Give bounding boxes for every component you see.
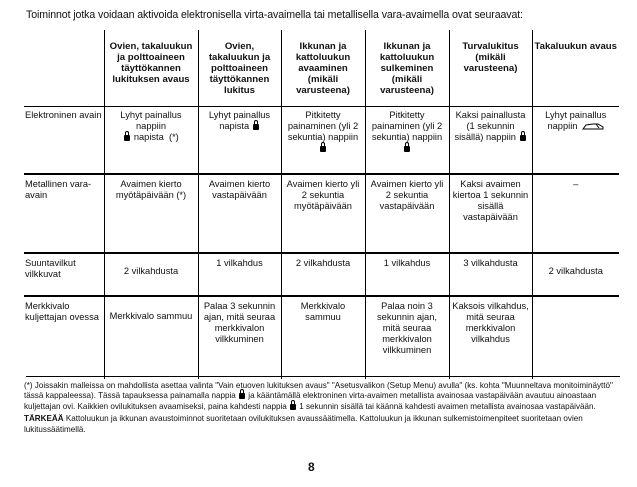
footnote-text: ja kääntämällä elektroninen virta-avaimen metallista avainosaa vastapäivään avautuu ainoastaan kuljettajan ovi. Kaikkien ovilukituksen avaamiseksi, paina kahdesti nappia bbox=[24, 391, 597, 411]
cell-metal-window-open: Avaimen kierto yli 2 sekuntia myötäpäivään bbox=[281, 174, 365, 253]
table-row bbox=[24, 174, 619, 253]
unlock-icon bbox=[320, 146, 326, 152]
cell-indicators-deadlock bbox=[449, 253, 532, 296]
cell-metal-window-close: Avaimen kierto yli 2 sekuntia vastapäivään bbox=[365, 174, 449, 253]
cell-indicators-window-open bbox=[281, 253, 365, 296]
cell-text: Lyhyt painallus nappiin bbox=[545, 110, 607, 131]
header-window-open: Ikkunan ja kattoluukun avaaminen (mikäli varusteena) bbox=[281, 30, 365, 107]
cell-courtesy-unlock bbox=[104, 296, 198, 379]
cell-courtesy-trunk bbox=[532, 296, 619, 379]
cell-courtesy-lock: Palaa 3 sekunnin ajan, mitä seuraa merkkivalon vilkkuminen bbox=[198, 296, 281, 379]
cell-text: Lyhyt painallus napista bbox=[208, 110, 271, 131]
cell-electronic-deadlock bbox=[449, 107, 532, 175]
header-deadlock: Turvalukitus (mikäli varusteena) bbox=[449, 30, 532, 107]
table-row bbox=[24, 107, 619, 175]
row-label-courtesy: Merkkivalo kuljettajan ovessa bbox=[24, 296, 104, 379]
cell-indicators-lock bbox=[198, 253, 281, 296]
cell-electronic-window-close bbox=[365, 107, 449, 175]
cell-text: Lyhyt painallus nappiin bbox=[120, 110, 182, 131]
cell-text: 1 vilkahdus bbox=[216, 258, 263, 268]
cell-electronic-unlock bbox=[104, 107, 198, 175]
header-unlock: Ovien, takaluukun ja polttoaineen täyttökannen lukituksen avaus bbox=[104, 30, 198, 107]
unlock-icon bbox=[239, 393, 245, 399]
cell-electronic-window-open bbox=[281, 107, 365, 175]
cell-text: 2 vilkahdusta bbox=[548, 266, 603, 276]
important-text: Kattoluukun ja ikkunan avaustoiminnot suoritetaan ovilukituksen avaussäätimella. Kattoluukun ja ikkunan sulkemistoimenpiteet suoritetaan ovien lukitussäätimellä. bbox=[24, 414, 583, 434]
cell-indicators-trunk bbox=[532, 253, 619, 296]
key-functions-table bbox=[24, 30, 619, 379]
divider bbox=[26, 376, 620, 377]
row-label-metal: Metallinen vara-avain bbox=[24, 174, 104, 253]
footnote-paragraph bbox=[24, 381, 622, 412]
important-label: TÄRKEÄÄ bbox=[24, 414, 64, 424]
row-label-indicators: Suuntavilkut vilkkuvat bbox=[24, 253, 104, 296]
page-number: 8 bbox=[308, 460, 315, 474]
table-row bbox=[24, 296, 619, 379]
cell-electronic-trunk bbox=[532, 107, 619, 175]
lock-icon bbox=[520, 135, 526, 141]
important-paragraph bbox=[24, 414, 622, 435]
trunk-icon bbox=[582, 122, 604, 131]
cell-text: napista bbox=[133, 132, 164, 142]
lock-icon bbox=[404, 146, 410, 152]
unlock-icon bbox=[124, 135, 130, 141]
cell-courtesy-window-open: Merkkivalo sammuu bbox=[281, 296, 365, 379]
cell-indicators-window-close bbox=[365, 253, 449, 296]
lock-icon bbox=[253, 124, 259, 130]
header-row bbox=[24, 30, 619, 107]
header-trunk: Takaluukun avaus bbox=[532, 30, 619, 107]
cell-text: (*) bbox=[168, 132, 179, 142]
cell-text: Pitkitetty painaminen (yli 2 sekuntia) nappiin bbox=[287, 110, 359, 142]
footnote bbox=[24, 381, 622, 435]
cell-text: 2 vilkahdusta bbox=[295, 258, 351, 268]
cell-text: 3 vilkahdusta bbox=[463, 258, 518, 268]
footnote-text: (*) Joissakin malleissa on mahdollista asettaa valinta "Vain etuoven lukituksen avaus" "Asetusvalikon (Setup Menu) avulla" (ks. kohta "Muunneltava monitoiminäyttö" tässä kappaleessa). Tässä tapauksessa painamalla nappia bbox=[24, 381, 613, 401]
header-lock: Ovien, takaluukun ja polttoaineen täyttökannen lukitus bbox=[198, 30, 281, 107]
cell-text: Pitkitetty painaminen (yli 2 sekuntia) nappiin bbox=[371, 110, 443, 142]
intro-text: Toiminnot jotka voidaan aktivoida elektronisella virta-avaimella tai metallisella vara-avaimella ovat seuraavat: bbox=[26, 9, 523, 21]
cell-indicators-unlock bbox=[104, 253, 198, 296]
cell-metal-trunk: – bbox=[532, 174, 619, 253]
table-row bbox=[24, 253, 619, 296]
footnote-text: 1 sekunnin sisällä tai käännä kahdesti avaimen metallista avainosaa vastapäivään. bbox=[299, 401, 596, 411]
header-empty bbox=[24, 30, 104, 107]
unlock-icon bbox=[290, 404, 296, 410]
cell-text: 1 vilkahdus bbox=[383, 258, 431, 268]
row-label-electronic: Elektroninen avain bbox=[24, 107, 104, 175]
cell-metal-lock: Avaimen kierto vastapäivään bbox=[198, 174, 281, 253]
cell-metal-unlock: Avaimen kierto myötäpäivään (*) bbox=[104, 174, 198, 253]
cell-courtesy-window-close: Palaa noin 3 sekunnin ajan, mitä seuraa merkkivalon vilkkuminen bbox=[365, 296, 449, 379]
cell-text: Kaksi painallusta (1 sekunnin sisällä) nappiin bbox=[454, 110, 526, 142]
cell-electronic-lock bbox=[198, 107, 281, 175]
cell-text: 2 vilkahdusta bbox=[123, 266, 179, 276]
cell-metal-deadlock: Kaksi avaimen kiertoa 1 sekunnin sisällä vastapäivään bbox=[449, 174, 532, 253]
header-window-close: Ikkunan ja kattoluukun sulkeminen (mikäli varusteena) bbox=[365, 30, 449, 107]
cell-text: Merkkivalo sammuu bbox=[109, 311, 193, 321]
cell-courtesy-deadlock: Kaksois vilkahdus, mitä seuraa merkkivalon vilkahdus bbox=[449, 296, 532, 379]
